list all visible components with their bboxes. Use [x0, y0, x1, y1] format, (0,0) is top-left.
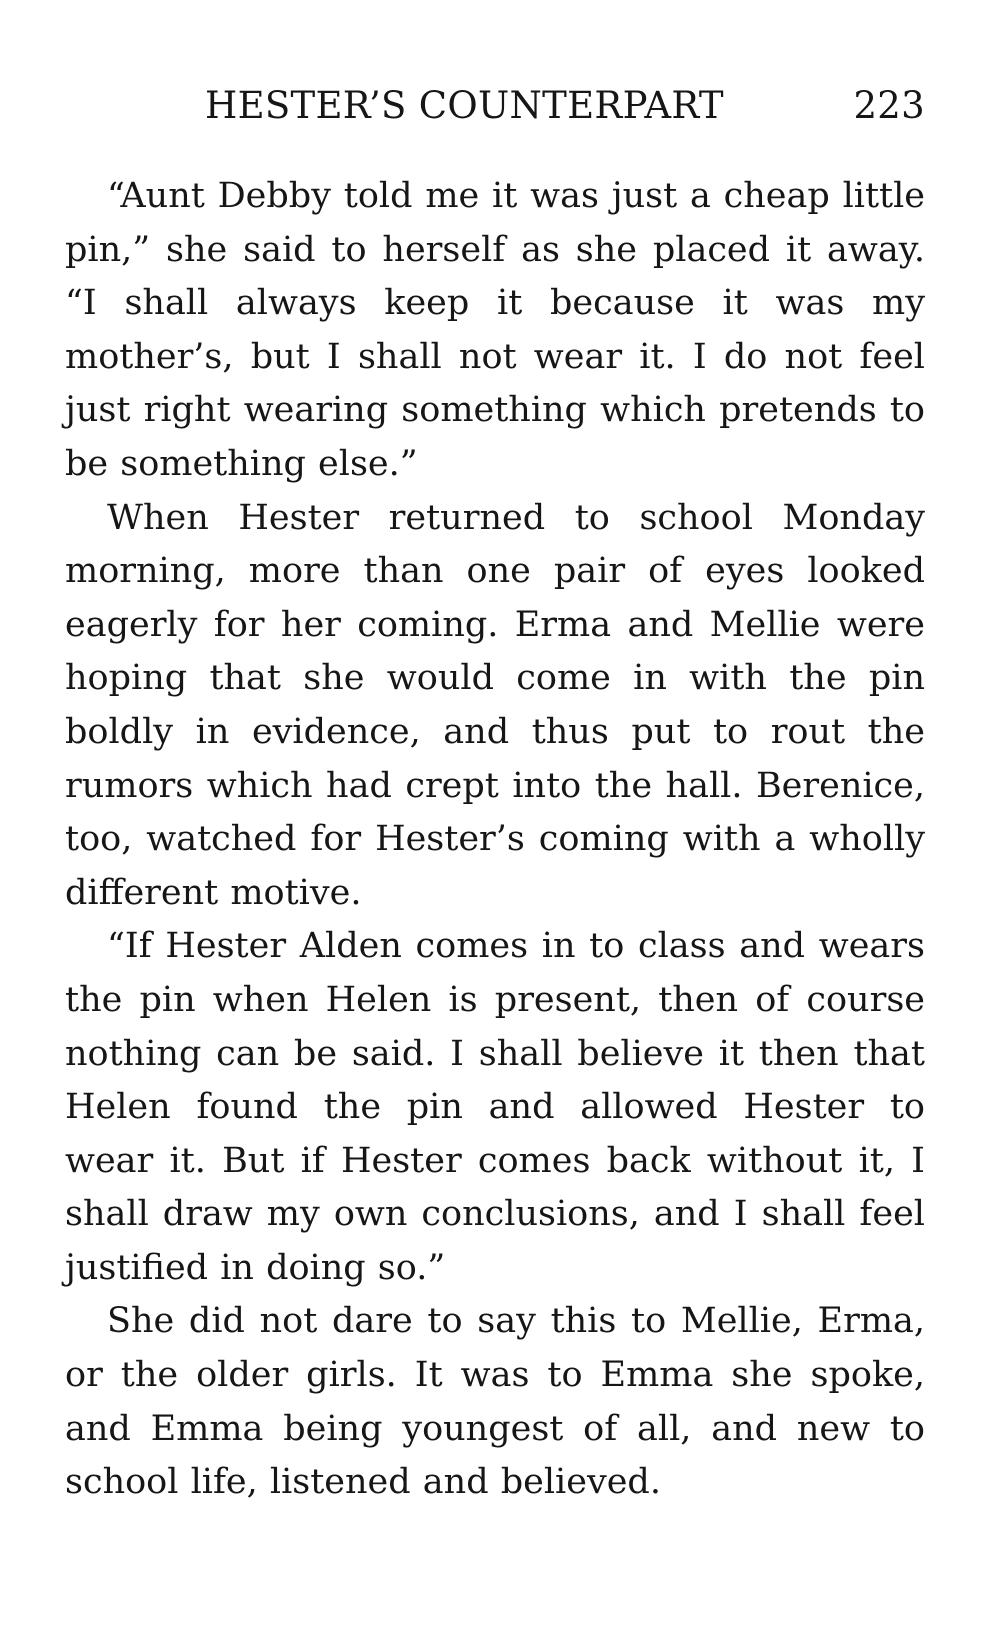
page-header — [65, 84, 925, 144]
paragraph-4: She did not dare to say this to Mellie, Erma, or the older girls. It was to Emma she spoke, and Emma being youngest of all, and new to school life, listened and believed. — [65, 1301, 925, 1503]
paragraph-2: When Hester returned to school Monday morning, more than one pair of eyes looked eagerly for her coming. Erma and Mellie were hoping that she would come in with the pin boldly in evidence, and thus put to rout the rumors which had crept into the hall. Berenice, too, watched for Hester’s coming with a wholly different motive. — [65, 497, 925, 913]
page-body — [65, 170, 925, 1510]
paragraph-1: “Aunt Debby told me it was just a cheap little pin,” she said to herself as she placed it away. “I shall always keep it because it was my mother’s, but I shall not wear it. I do not feel just right wearing something which pretends to be something else.” — [65, 176, 925, 484]
paragraph-3: “If Hester Alden comes in to class and wears the pin when Helen is present, then of course nothing can be said. I shall believe it then that Helen found the pin and allowed Hester to wear it. But if Hester comes back without it, I shall draw my own conclusions, and I shall feel justified in doing so.” — [65, 926, 925, 1288]
page-number: 223 — [853, 84, 925, 127]
running-title: HESTER’S COUNTERPART — [205, 84, 724, 127]
